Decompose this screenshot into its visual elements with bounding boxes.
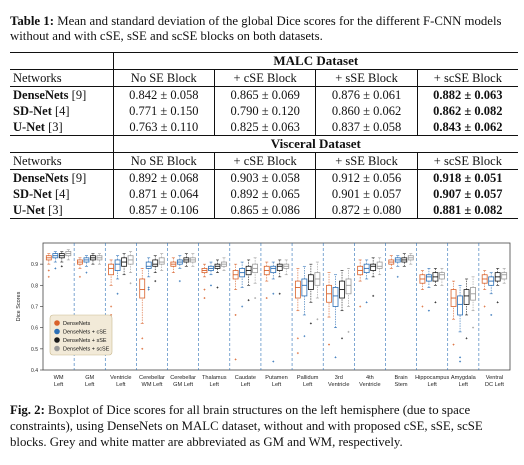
outlier-marker [397,276,399,278]
table-caption-text: Mean and standard deviation of the global Dice scores for the different F-CNN models without and with cSE, sSE and scSE blocks on both datasets. [10,14,502,43]
box [115,260,120,271]
dataset-title: Visceral Dataset [113,136,518,153]
x-tick-label: Cerebellar [139,375,165,381]
box [146,262,151,268]
outlier-marker [359,306,361,308]
outlier-marker [497,301,499,303]
dice-value-cell: 0.763 ± 0.110 [113,119,214,136]
column-header: + scSE Block [417,70,518,87]
table-caption-label: Table 1: [10,14,54,28]
outlier-marker [272,361,274,363]
box [308,275,313,290]
outlier-marker [297,337,299,339]
legend-marker [54,337,60,343]
outlier-marker [148,289,150,291]
outlier-marker [79,276,81,278]
column-header: + cSE Block [214,70,315,87]
dice-value-cell: 0.790 ± 0.120 [214,103,315,119]
outlier-marker [472,327,474,329]
outlier-marker [235,358,237,360]
outlier-marker [341,337,343,339]
outlier-marker [248,299,250,301]
x-tick-label: 3rd [334,375,343,381]
table-caption [10,14,516,44]
dice-value-cell: 0.876 ± 0.061 [316,87,417,104]
box [159,258,164,264]
column-header: + scSE Block [417,153,518,170]
outlier-marker [216,286,218,288]
outlier-marker [453,344,455,346]
x-tick-label: Ventricle [110,375,132,381]
x-tick-label: Left [427,382,437,388]
outlier-marker [348,331,350,333]
outlier-marker [421,306,423,308]
box [439,273,444,279]
box [140,279,145,298]
outlier-marker [85,272,87,274]
box [153,260,158,266]
dice-value-cell: 0.892 ± 0.065 [214,186,315,202]
x-tick-label: Cerebellar [170,375,197,381]
dice-value-cell: 0.825 ± 0.063 [214,119,315,136]
network-name: U-Net [13,119,45,134]
outlier-marker [484,306,486,308]
dice-value-cell: 0.871 ± 0.064 [113,186,214,202]
x-tick-label: Brain [394,375,408,381]
network-name: SD-Net [13,186,52,201]
dice-value-cell: 0.771 ± 0.150 [113,103,214,119]
outlier-marker [210,284,212,286]
outlier-marker [48,270,50,272]
dice-value-cell: 0.882 ± 0.063 [417,87,518,104]
box [464,290,469,305]
dataset-title: MALC Dataset [113,53,518,70]
network-citation: [9] [71,87,87,102]
box [426,275,431,281]
x-tick-label: Left [271,382,282,388]
dice-value-cell: 0.865 ± 0.069 [214,87,315,104]
box [302,279,307,296]
y-tick-label: 0.7 [31,304,38,311]
column-header: + sSE Block [316,70,417,87]
network-name: DenseNets [13,87,69,102]
dice-value-cell: 0.837 ± 0.058 [316,119,417,136]
dice-value-cell: 0.862 ± 0.082 [433,103,503,118]
outlier-marker [48,276,50,278]
legend-marker [54,346,60,352]
outlier-marker [272,293,274,295]
dataset-title-row [10,53,518,70]
legend-label: DenseNets [63,321,91,327]
outlier-marker [154,280,156,282]
box [333,287,338,306]
outlier-marker [372,295,374,297]
outlier-marker [466,337,468,339]
x-tick-label: Ventricle [359,382,381,388]
x-tick-label: Left [116,382,126,388]
outlier-marker [130,282,132,284]
empty-cell [10,136,113,153]
outlier-marker [310,322,312,324]
outlier-marker [61,265,63,267]
outlier-marker [328,344,330,346]
networks-header: Networks [10,70,113,87]
x-tick-label: Thalamus [201,375,227,381]
table-row [10,103,518,119]
y-tick-label: 0.9 [31,262,38,269]
outlier-marker [335,356,337,358]
x-tick-label: Putamen [265,375,288,381]
x-tick-label: Stem [394,382,408,388]
dice-value-cell: 0.892 ± 0.068 [113,170,214,187]
legend-marker [54,320,60,326]
dice-value-cell: 0.860 ± 0.062 [316,103,417,119]
legend-label: DenseNets + sSE [63,338,107,344]
y-tick-label: 0.5 [31,346,38,353]
box [371,264,376,270]
dice-value-cell: 0.901 ± 0.057 [316,186,417,202]
outlier-marker [279,293,281,295]
networks-header: Networks [10,153,113,170]
x-tick-label: GM Left [173,382,194,388]
network-name-cell [10,170,113,187]
outlier-marker [235,314,237,316]
outlier-marker [428,310,430,312]
column-header: + sSE Block [316,153,417,170]
network-name-cell [10,119,113,136]
x-tick-label: Left [209,382,219,388]
outlier-marker [179,280,181,282]
network-citation: [9] [71,170,87,185]
dice-value-cell: 0.872 ± 0.080 [316,202,417,219]
outlier-marker [266,297,268,299]
dataset-title-row [10,136,518,153]
results-table [10,52,518,219]
x-tick-label: Left [85,382,95,388]
box [377,262,382,268]
dice-value-cell: 0.857 ± 0.106 [113,202,214,219]
empty-cell [10,53,113,70]
x-tick-label: Left [240,382,251,388]
column-header-row [10,153,518,170]
network-name-cell [10,87,113,104]
x-tick-label: 4th [366,375,374,381]
network-citation: [3] [48,202,63,217]
legend-label: DenseNets + scSE [63,346,110,353]
outlier-marker [141,337,143,339]
dice-value-cell: 0.907 ± 0.057 [433,186,503,201]
column-header: No SE Block [113,153,214,170]
column-header: No SE Block [113,70,214,87]
legend-label: DenseNets + cSE [63,329,107,336]
figure-caption-text: Boxplot of Dice scores for all brain structures on the left hemisphere (due to space constraints), using DenseNets on MALC dataset, without and with proposed cSE, sSE, scSE blocks. Grey and white matter are abbreviated as GM and WM, respectively. [10,403,483,449]
y-axis-label: Dice Scores [16,291,22,322]
box [277,264,282,270]
y-tick-label: 0.8 [31,283,38,290]
outlier-marker [241,306,243,308]
network-name: DenseNets [13,170,69,185]
network-name: U-Net [13,202,45,217]
box [271,266,276,272]
column-header-row [10,70,518,87]
outlier-marker [316,318,318,320]
table-row [10,87,518,104]
outlier-marker [254,297,256,299]
x-tick-label: Pallidum [296,375,319,381]
dice-value-cell: 0.918 ± 0.051 [417,170,518,187]
x-tick-label: Left [302,382,313,388]
outlier-marker [490,314,492,316]
box [346,279,351,294]
table-row [10,186,518,202]
outlier-marker [434,301,436,303]
outlier-marker [297,352,299,354]
x-tick-label: Ventricle [328,382,350,388]
boxplot-figure [10,237,516,397]
plot-frame [43,243,510,370]
box [295,281,300,298]
box [109,264,114,275]
box [458,296,463,315]
dice-value-cell: 0.865 ± 0.086 [214,202,315,219]
x-tick-label: WM Left [141,382,163,388]
network-citation: [3] [48,119,63,134]
table-row [10,170,518,187]
dice-value-cell: 0.912 ± 0.056 [316,170,417,187]
dice-value-cell: 0.881 ± 0.082 [417,202,518,219]
y-tick-label: 0.6 [31,325,38,332]
x-tick-label: Caudate [234,375,256,381]
outlier-marker [459,361,461,363]
x-tick-label: WM [53,375,64,381]
network-citation: [4] [55,186,70,201]
x-tick-label: Hippocampus [415,375,450,381]
x-tick-label: Left [458,382,468,388]
network-name-cell [10,103,113,119]
x-tick-label: GM [85,375,95,381]
network-name: SD-Net [13,103,52,118]
network-name-cell [10,202,113,219]
outlier-marker [459,356,461,358]
table-row [10,119,518,136]
outlier-marker [303,335,305,337]
network-name-cell [10,186,113,202]
outlier-marker [141,348,143,350]
y-tick-label: 0.4 [31,368,38,374]
x-tick-label: Ventral [485,375,504,381]
outlier-marker [117,293,119,295]
outlier-marker [54,267,56,269]
outlier-marker [366,301,368,303]
x-tick-label: Amygdala [450,375,476,381]
x-tick-label: Left [53,382,64,388]
legend-marker [54,329,60,335]
x-tick-label: DC Left [484,382,504,388]
boxplot-chart [10,237,516,397]
figure-caption [10,402,516,450]
dice-value-cell: 0.903 ± 0.058 [214,170,315,187]
network-citation: [4] [55,103,70,118]
outlier-marker [148,286,150,288]
box [502,273,507,279]
dice-value-cell: 0.843 ± 0.062 [417,119,518,136]
outlier-marker [203,297,205,299]
table-row [10,202,518,219]
column-header: + cSE Block [214,153,315,170]
figure-caption-label: Fig. 2: [10,403,45,417]
dice-value-cell: 0.842 ± 0.058 [113,87,214,104]
outlier-marker [203,289,205,291]
outlier-marker [110,306,112,308]
